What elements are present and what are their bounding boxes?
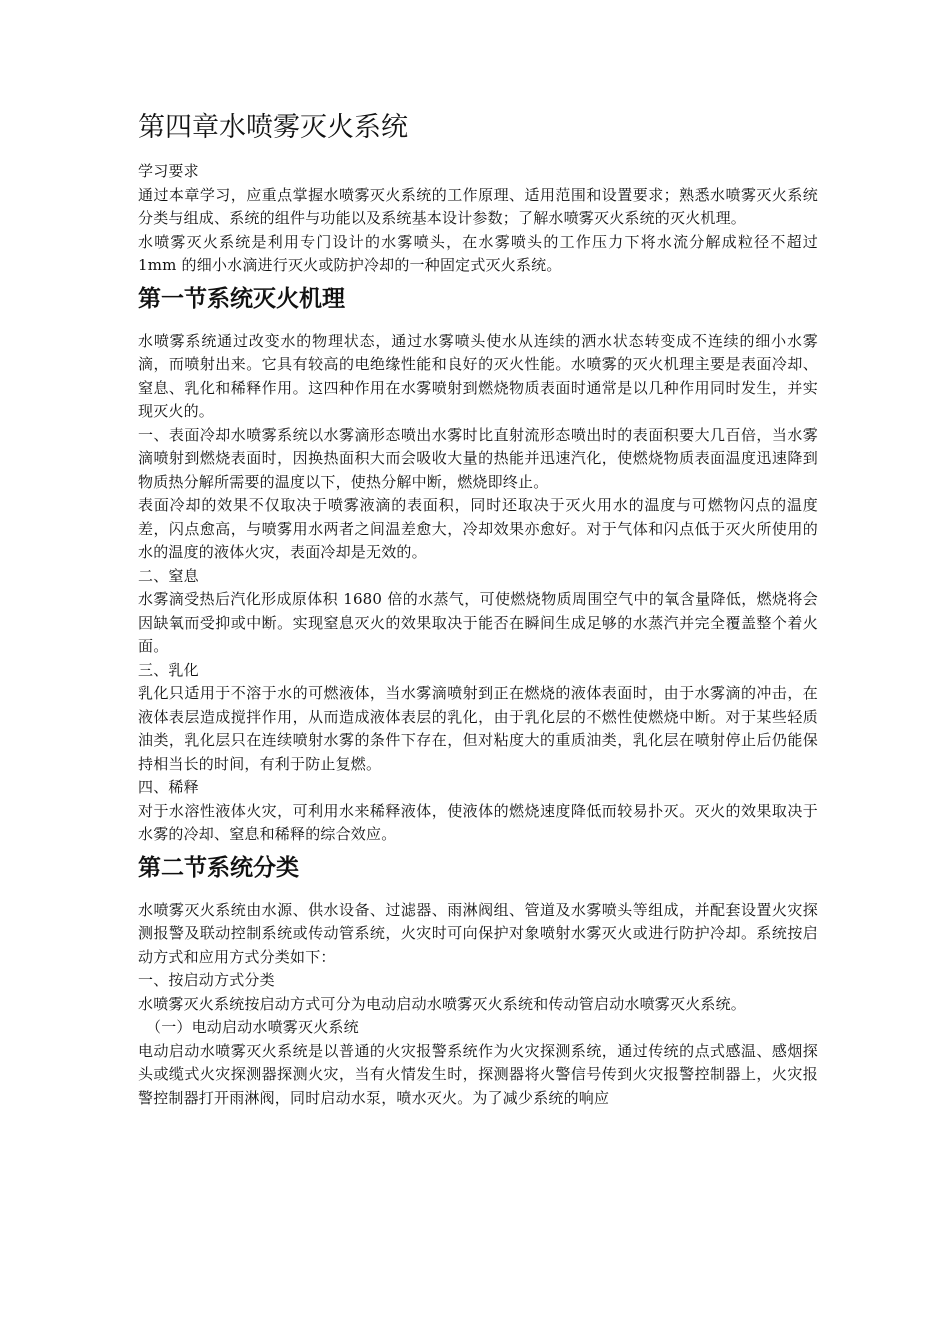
surface-cooling-paragraph: 一、表面冷却水喷雾系统以水雾滴形态喷出水雾时比直射流形态喷出时的表面积要大几百倍，当水雾滴喷射到燃烧表面时，因换热面积大而会吸收大量的热能并迅速汽化，使燃烧物质表面温度迅速降到物质热分解所需要的温度以下，使热分解中断，燃烧即终止。: [138, 425, 818, 491]
electric-startup-subheading: （一）电动启动水喷雾灭火系统: [146, 1018, 359, 1036]
document-page: [138, 108, 818, 1110]
emulsification-heading: 三、乳化: [138, 660, 199, 679]
learning-requirements-heading: 学习要求: [138, 162, 199, 180]
section-1-title: 第一节系统灭火机理: [138, 285, 345, 312]
section-1-paragraph: 水喷雾系统通过改变水的物理状态，通过水雾喷头使水从连续的洒水状态转变成不连续的细小水雾滴，而喷射出来。它具有较高的电绝缘性能和良好的灭火性能。水喷雾的灭火机理主要是表面冷却、窒息、乳化和稀释作用。这四种作用在水雾喷射到燃烧物质表面时通常是以几种作用同时发生，并实现灭火的。: [138, 331, 818, 420]
section-2-title: 第二节系统分类: [138, 854, 299, 881]
section-2-paragraph: 水喷雾灭火系统由水源、供水设备、过滤器、雨淋阀组、管道及水雾喷头等组成，并配套设置火灾探测报警及联动控制系统或传动管系统，火灾时可向保护对象喷射水雾灭火或进行防护冷却。系统按启动方式和应用方式分类如下：: [138, 900, 818, 966]
dilution-paragraph: 对于水溶性液体火灾，可利用水来稀释液体，使液体的燃烧速度降低而较易扑灭。灭火的效果取决于水雾的冷却、窒息和稀释的综合效应。: [138, 801, 818, 843]
system-definition-text: 水喷雾灭火系统是利用专门设计的水雾喷头，在水雾喷头的工作压力下将水流分解成粒径不超过 1mm 的细小水滴进行灭火或防护冷却的一种固定式灭火系统。: [138, 232, 818, 274]
learning-requirements-text: 通过本章学习，应重点掌握水喷雾灭火系统的工作原理、适用范围和设置要求；熟悉水喷雾灭火系统分类与组成、系统的组件与功能以及系统基本设计参数；了解水喷雾灭火系统的灭火机理。: [138, 185, 818, 227]
suffocation-heading: 二、窒息: [138, 566, 199, 585]
startup-classification-heading: 一、按启动方式分类: [138, 971, 275, 989]
chapter-title: 第四章水喷雾灭火系统: [138, 112, 408, 143]
emulsification-paragraph: 乳化只适用于不溶于水的可燃液体，当水雾滴喷射到正在燃烧的液体表面时，由于水雾滴的冲击，在液体表层造成搅拌作用，从而造成液体表层的乳化，由于乳化层的不燃性使燃烧中断。对于某些轻质油类，乳化层只在连续喷射水雾的条件下存在，但对粘度大的重质油类，乳化层在喷射停止后仍能保持相当长的时间，有利于防止复燃。: [138, 684, 818, 773]
startup-classification-paragraph: 水喷雾灭火系统按启动方式可分为电动启动水喷雾灭火系统和传动管启动水喷雾灭火系统。: [138, 994, 747, 1013]
dilution-heading: 四、稀释: [138, 778, 199, 796]
suffocation-paragraph: 水雾滴受热后汽化形成原体积 1680 倍的水蒸气，可使燃烧物质周围空气中的氧含量降低，燃烧将会因缺氧而受抑或中断。实现窒息灭火的效果取决于能否在瞬间生成足够的水蒸汽并完全覆盖整个着火面。: [138, 590, 818, 655]
electric-startup-paragraph: 电动启动水喷雾灭火系统是以普通的火灾报警系统作为火灾探测系统，通过传统的点式感温、感烟探头或缆式火灾探测器探测火灾，当有火情发生时，探测器将火警信号传到火灾报警控制器上，火灾报警控制器打开雨淋阀，同时启动水泵，喷水灭火。为了减少系统的响应: [138, 1041, 818, 1107]
surface-cooling-effect-paragraph: 表面冷却的效果不仅取决于喷雾液滴的表面积，同时还取决于灭火用水的温度与可燃物闪点的温度差，闪点愈高，与喷雾用水两者之间温差愈大，冷却效果亦愈好。对于气体和闪点低于灭火所使用的水的温度的液体火灾，表面冷却是无效的。: [138, 496, 818, 561]
